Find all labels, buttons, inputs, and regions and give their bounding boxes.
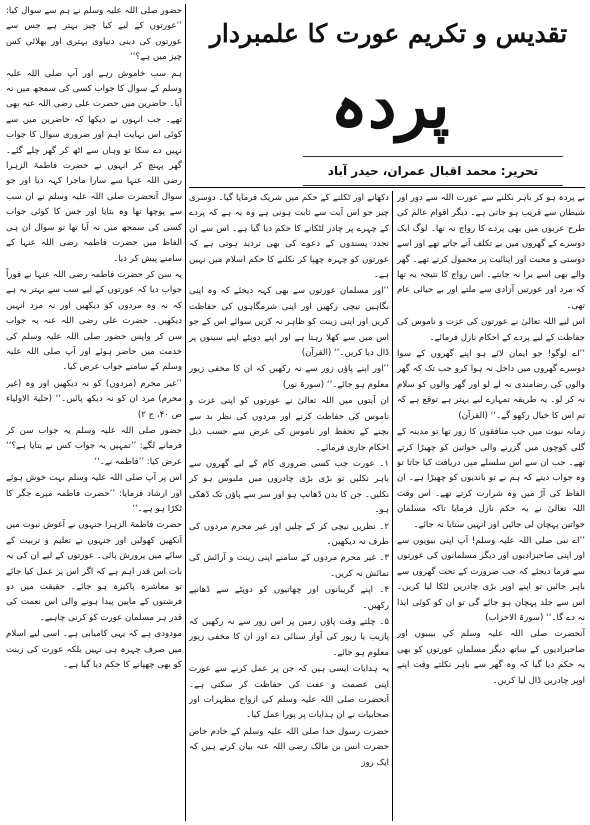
column-divider-right [392,191,393,821]
list-item: ۲۔ نظریں نیچی کر کے چلیں اور غیر محرم مردوں کی طرف نہ دیکھیں۔ [189,521,389,547]
article-title: پردہ [330,68,450,143]
quranic-verse: ’’اے لوگو! جو ایمان لائے ہو اپنے گھروں کے سوا دوسرے گھروں میں داخل نہ ہوا کرو جب تک کہ گھر والوں کی رضامندی نہ لے لو اور گھر والوں کو سلام نہ کر لو۔ یہ طریقہ تمہارے لیے بہتر ہے توقع ہے کہ تم اس کا خیال رکھو گے۔‘‘ (القرآن) [397,349,585,421]
paragraph: اس لیے اللہ تعالیٰ نے عورتوں کی عزت و ناموس کی حفاظت کے لیے پردے کے احکام نازل فرمائے۔ [397,317,585,343]
article-header [190,4,585,184]
text-column-left [6,4,182,821]
text-column-right [397,191,585,821]
column-divider-left [185,4,186,821]
article-supertitle: تقدیس و تکریم عورت کا علمبردار [209,19,568,48]
header-divider [189,187,585,188]
paragraph: دکھانے اور ٹکلنے کے حکم میں شریک فرمایا گیا۔ دوسری چیز جو اس آیت سے ثابت ہوتی ہے وہ یہ ہے کہ پردے کے چہرے پر چادر لٹکانے کا حکم دیا گیا ہے۔ اس سے ان تجدد پسندوں کے دعوے کی بھی تردید ہوتی ہے کہ عورتوں کو چہرہ چھپا کر نکلنے کا حکم اسلام میں نہیں ہے۔ [189,193,389,281]
paragraph: یہ ہدایات ایسی ہیں کہ جن پر عمل کرنے سے عورت اپنی عصمت و عفت کی حفاظت کر سکتی ہے۔ آنحضرت صلی اللہ علیہ وسلم کی ازواج مطہرات اور صحابیات نے ان ہدایات پر پورا عمل کیا۔ [189,664,389,721]
quranic-verse: ’’اور اپنے پاؤں زور سے نہ رکھیں کہ ان کا مخفی زیور معلوم ہو جائے۔‘‘ (سورۃ نور) [189,364,389,390]
paragraph: مودودی ہے کہ یہی کامیابی ہے۔ اسی لیے اسلام میں صرف چہرہ ہی نہیں بلکہ عورت کی زینت کو بھی چھپانے کا حکم دیا گیا ہے۔ [6,629,182,671]
quranic-verse: ’’اور مسلمان عورتوں سے بھی کہہ دیجئے کہ وہ اپنی نگاہیں نیچی رکھیں اور اپنی شرمگاہوں کی حفاظت کریں اور اپنی زینت کو ظاہر نہ کریں سوائے اس کے جو اس میں سے کھلا رہتا ہے اور اپنے دوپٹے اپنے سینوں پر ڈال دیا کریں۔‘‘ (القرآن) [189,286,389,359]
paragraph: حضرت فاطمۃ الزہرا جنہوں نے آغوش نبوت میں آنکھیں کھولیں اور جنہوں نے تعلیم و تربیت کے سائے میں پرورش پائی۔ عورتوں کے لیے ان کی یہ بات اس قدر اہم ہے کہ اگر اس پر عمل کیا جائے تو معاشرہ پاکیزہ ہو جائے۔ حقیقت میں دو فرشتوں کے مابین پیدا ہونے والی اس نعمت کی قدر ہر مسلمان عورت کو کرنی چاہیے۔ [6,520,182,623]
text-column-middle [189,191,389,821]
hadith-quote: ’’غیر محرم (مردوں) کو نہ دیکھیں اور وہ (غیر محرم) مرد ان کو نہ دیکھ پائیں۔‘‘ (حلیۃ الاولیاء ص ۴۰، ج ۲) [6,378,182,420]
paragraph: حضرت رسول خدا صلی اللہ علیہ وسلم کے خادم خاص حضرت انس بن مالک رضی اللہ عنہ بیان کرتے ہیں کہ ایک روز [189,726,389,768]
paragraph: آنحضرت صلی اللہ علیہ وسلم کی بیبیوں اور صاحبزادیوں کے ساتھ دیگر مسلمان عورتوں کو بھی یہ حکم دیا گیا کہ وہ گھر سے باہر نکلتے وقت اپنے اوپر چادریں ڈال لیا کریں۔ [397,629,585,686]
list-item: ۵۔ چلتے وقت پاؤں زمین پر اس زور سے نہ رکھیں کہ پازیب یا زیور کی آواز سنائی دے اور ان کا مخفی زیور معلوم ہو جائے۔ [189,616,389,658]
quranic-verse: ’’اے نبی صلی اللہ علیہ وسلم! آپ اپنی بیویوں سے اور اپنی صاحبزادیوں اور دیگر مسلمانوں کی عورتوں سے فرما دیجئے کہ جب ضرورت کے تحت گھروں سے باہر جائیں تو اپنے اوپر بڑی چادریں لٹکا لیا کریں۔ اس سے جلد پہچان ہو جائے گی تو ان کو کوئی ایذا نہ دے گا۔‘‘ (سورۃ الاحزاب) [397,535,585,623]
list-item: ۱۔ عورت جب کسی ضروری کام کے لیے گھروں سے باہر نکلیں تو بڑی بڑی چادروں میں ملبوس ہو کر نکلیں۔ جن کا بدن ڈھانپ ہو اور سر سے پاؤں تک ڈھکی ہو۔ [189,458,389,516]
paragraph: ہم سب خاموش رہے اور آپ صلی اللہ علیہ وسلم کے سوال کا جواب کسی کی سمجھ میں نہ آیا۔ حاضرین میں حضرت علی رضی اللہ عنہ بھی تھے۔ جب انہوں نے دیکھا کہ حاضرین میں سے کوئی اس نہایت اہم اور ضروری سوال کا جواب نہیں دے سکا تو وہاں سے اٹھ کر گھر چلے گئے۔ گھر پہنچ کر انہوں نے حضرت فاطمۃ الزہرا رضی اللہ عنہا سے سارا ماجرا کہہ دیا اور جو سوال آنحضرت صلی اللہ علیہ وسلم نے ان سب سے پوچھا تھا وہ بتایا اور جس کا کوئی جواب کسی کی سمجھ میں نہ آیا تھا تو سوال ان ہی الفاظ میں حضرت فاطمہ رضی اللہ عنہا کے سامنے پیش کر دیا۔ [6,68,182,264]
paragraph: یہ سن کر حضرت فاطمہ رضی اللہ عنہا نے فوراً جواب دیا کہ عورتوں کے لیے سب سے بہتر یہ ہے کہ نہ وہ مردوں کو دیکھیں اور نہ مرد انہیں دیکھیں۔ حضرت علی رضی اللہ عنہ یہ جواب سن کر واپس حضور صلی اللہ علیہ وسلم کی خدمت میں حاضر ہوئے اور آپ صلی اللہ علیہ وسلم کے سامنے جواب عرض کیا۔ [6,269,182,373]
paragraph: حضور صلی اللہ علیہ وسلم یہ جواب سن کر فرمانے لگے: ’’تمہیں یہ جواب کس نے بتایا ہے؟‘‘ عرض کیا: ’’فاطمہ نے۔‘‘ [6,425,182,467]
paragraph: بے پردہ ہو کر باہر نکلنے سے عورت اللہ سے دور اور شیطان سے قریب ہو جاتی ہے۔ دیگر اقوام عالم کی طرح عربوں میں بھی پردے کا رواج نہ تھا۔ لوگ ایک دوسرے کے گھروں میں بے تکلف آتے جاتے تھے اور اسے دوستی و محبت اور اپنائیت پر محمول کرتے تھے۔ گھر والے بھی اسے برا نہ جانتے۔ اس رواج کا نتیجہ یہ تھا کہ مرد اور عورتیں آزادی سے ملتے اور بے حیائی عام تھی۔ [397,193,585,311]
paragraph: حضور صلی اللہ علیہ وسلم نے ہم سے سوال کیا: ’’عورتوں کے لیے کیا چیز بہتر ہے جس سے عورتوں کی دینی دنیاوی بہتری اور بھلائی کس چیز میں ہے؟‘‘ [6,6,182,63]
paragraph: ان آیتوں میں اللہ تعالیٰ نے عورتوں کو اپنی عزت و ناموس کی حفاظت کرنے اور مردوں کی نظر بد سے بچنے کے تحفظ اور ناموس کی غرض سے حسب ذیل احکام جاری فرمائے۔ [189,396,389,453]
list-item: ۳۔ غیر محرم مردوں کے سامنے اپنی زینت و آرائش کی نمائش نہ کریں۔ [189,553,389,579]
article-byline: تحریر: محمد اقبال عمران، حیدر آباد [303,156,563,186]
paragraph: زمانہ نبوت میں جب منافقوں کا زور تھا تو مدینہ کے گلی کوچوں میں گزرنے والی خواتین کو چھیڑا کرتے تھے۔ جب ان سے اس سلسلے میں دریافت کیا جاتا تو وہ جواب دیتے کہ ہم نے تو باندیوں کو چھیڑا ہے۔ ان الفاظ کی آڑ میں وہ شرارت کرتے تھے۔ اس وقت اللہ تعالیٰ نے یہ حکم نازل فرمایا تاکہ مسلمان خواتین پہچان لی جائیں اور انہیں ستایا نہ جائے۔ [397,427,585,530]
paragraph: اس پر آپ صلی اللہ علیہ وسلم بہت خوش ہوئے اور ارشاد فرمایا: ’’حضرت فاطمہ میرے جگر کا ٹکڑا ہو ہے۔‘‘ [6,473,182,514]
list-item: ۴۔ اپنے گریبانوں اور چھاتیوں کو دوپٹے سے ڈھانپے رکھیں۔ [189,585,389,611]
